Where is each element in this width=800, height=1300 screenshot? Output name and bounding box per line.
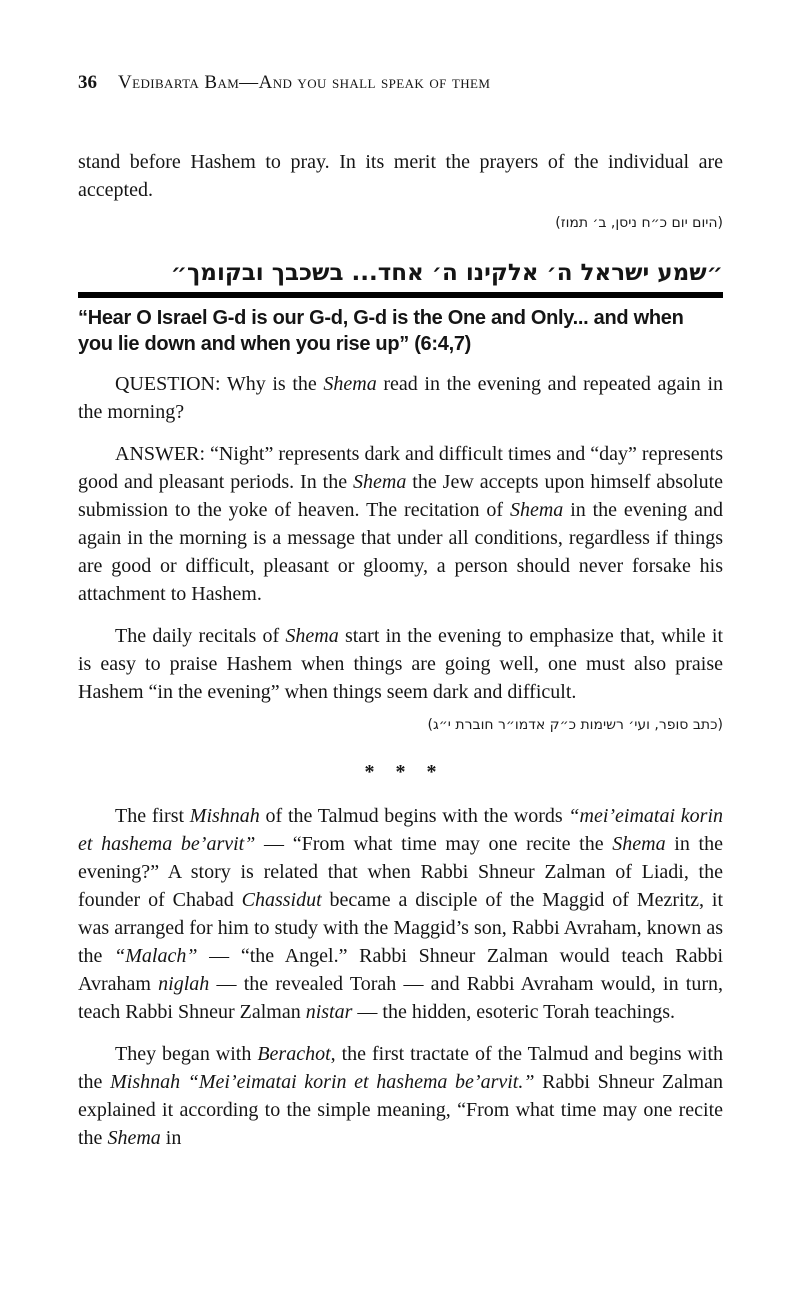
answer-paragraph: ANSWER: “Night” represents dark and difficult times and “day” represents good and pleasant periods. In the Shema the Jew accepts upon himself absolute submission to the yoke of heaven. The recitation of Shema in the evening and again in the morning is a message that under all conditions, regardless if things are good or difficult, pleasant or gloomy, a person should never forsake his attachment to Hashem. xyxy=(78,443,724,605)
answer-continued-paragraph: The daily recitals of Shema start in the evening to emphasize that, while it is easy to praise Hashem when things are going well, one must also praise Hashem “in the evening” when things seem dark and difficult. xyxy=(78,625,724,703)
intro-paragraph: stand before Hashem to pray. In its merit the prayers of the individual are accepted. xyxy=(78,151,723,201)
page-number: 36 xyxy=(78,72,97,93)
story-paragraph-2: They began with Berachot, the first tractate of the Talmud and begins with the Mishnah “Mei’eimatai korin et hashema be’arvit.” Rabbi Shneur Zalman explained it according to the simple meaning, “From what time may one recite the Shema in xyxy=(78,1043,724,1149)
section-hebrew-title: ״שמע ישראל ה׳ אלקינו ה׳ אחד... בשכבך ובקומך״ xyxy=(170,260,723,286)
section-english-title: “Hear O Israel G-d is our G-d, G-d is the One and Only... and when you lie down and when you rise up” (6:4,7) xyxy=(78,307,684,355)
asterisk-separator: * * * xyxy=(364,761,437,783)
section-divider-rule xyxy=(78,292,723,298)
citation-ksav-sofer: (כתב סופר, ועי׳ רשימות כ״ק אדמו״ר חוברת י״ג) xyxy=(427,717,723,733)
running-header xyxy=(78,72,723,94)
story-paragraph-1: The first Mishnah of the Talmud begins with the words “mei’eimatai korin et hashema be’arvit” — “From what time may one recite the Shema in the evening?” A story is related that when Rabbi Shneur Zalman of Liadi, the founder of Chabad Chassidut became a disciple of the Maggid of Mezritz, it was arranged for him to study with the Maggid’s son, Rabbi Avraham, known as the “Malach” — “the Angel.” Rabbi Shneur Zalman would teach Rabbi Avraham niglah — the revealed Torah — and Rabbi Avraham would, in turn, teach Rabbi Shneur Zalman nistar — the hidden, esoteric Torah teachings. xyxy=(78,805,724,1023)
citation-hayom-yom: (היום יום כ״ח ניסן, ב׳ תמוז) xyxy=(555,215,723,231)
book-title: Vedibarta Bam—And you shall speak of them xyxy=(118,72,491,93)
question-paragraph: QUESTION: Why is the Shema read in the evening and repeated again in the morning? xyxy=(78,373,723,423)
